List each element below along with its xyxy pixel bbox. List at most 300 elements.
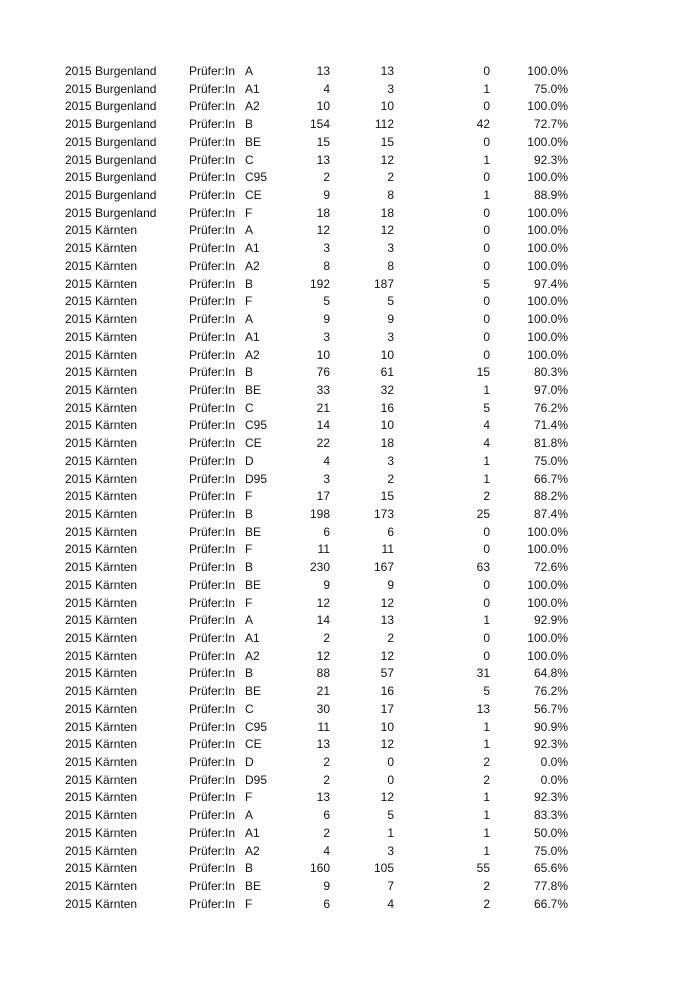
passed-cell: 9 xyxy=(387,312,394,327)
role-cell: Prüfer:In xyxy=(189,382,236,397)
passed-cell: 3 xyxy=(387,329,394,344)
pass-rate-cell: 92.3% xyxy=(533,737,568,752)
table-row xyxy=(0,701,700,719)
failed-cell: 63 xyxy=(476,560,490,575)
region-cell: 2015 Kärnten xyxy=(65,790,138,805)
total-cell: 14 xyxy=(316,418,330,433)
failed-cell: 1 xyxy=(483,825,490,840)
region-cell: 2015 Kärnten xyxy=(65,418,138,433)
role-cell: Prüfer:In xyxy=(189,613,236,628)
table-row xyxy=(0,311,700,329)
total-cell: 13 xyxy=(316,737,330,752)
passed-cell: 0 xyxy=(387,755,394,770)
passed-cell: 10 xyxy=(380,719,394,734)
table-row xyxy=(0,169,700,187)
table-row xyxy=(0,435,700,453)
license-class-cell: F xyxy=(245,595,253,610)
table-row xyxy=(0,896,700,914)
total-cell: 192 xyxy=(309,276,330,291)
total-cell: 160 xyxy=(309,861,330,876)
table-row xyxy=(0,98,700,116)
failed-cell: 1 xyxy=(483,382,490,397)
region-cell: 2015 Burgenland xyxy=(65,134,157,149)
total-cell: 9 xyxy=(323,879,330,894)
table-row xyxy=(0,347,700,365)
passed-cell: 1 xyxy=(387,825,394,840)
pass-rate-cell: 71.4% xyxy=(533,418,568,433)
license-class-cell: D95 xyxy=(245,471,268,486)
pass-rate-cell: 90.9% xyxy=(533,719,568,734)
table-row xyxy=(0,205,700,223)
license-class-cell: B xyxy=(245,506,254,521)
passed-cell: 18 xyxy=(380,436,394,451)
table-row xyxy=(0,807,700,825)
region-cell: 2015 Burgenland xyxy=(65,81,157,96)
table-row xyxy=(0,400,700,418)
region-cell: 2015 Kärnten xyxy=(65,772,138,787)
failed-cell: 2 xyxy=(483,896,490,911)
total-cell: 6 xyxy=(323,524,330,539)
table-row xyxy=(0,719,700,737)
total-cell: 33 xyxy=(316,382,330,397)
role-cell: Prüfer:In xyxy=(189,861,236,876)
region-cell: 2015 Kärnten xyxy=(65,382,138,397)
region-cell: 2015 Kärnten xyxy=(65,631,138,645)
passed-cell: 3 xyxy=(387,453,394,468)
license-class-cell: F xyxy=(245,205,253,220)
region-cell: 2015 Kärnten xyxy=(65,258,138,273)
pass-rate-cell: 92.3% xyxy=(533,790,568,805)
role-cell: Prüfer:In xyxy=(189,560,236,575)
failed-cell: 1 xyxy=(483,719,490,734)
region-cell: 2015 Kärnten xyxy=(65,223,138,238)
license-class-cell: F xyxy=(245,896,253,911)
pass-rate-cell: 65.6% xyxy=(533,861,568,876)
pass-rate-cell: 100.0% xyxy=(527,542,568,557)
failed-cell: 0 xyxy=(483,542,490,557)
failed-cell: 4 xyxy=(483,436,490,451)
license-class-cell: B xyxy=(245,666,254,681)
table-row xyxy=(0,258,700,276)
license-class-cell: F xyxy=(245,542,253,557)
pass-rate-cell: 100.0% xyxy=(527,64,568,78)
failed-cell: 2 xyxy=(483,755,490,770)
table-row xyxy=(0,665,700,683)
failed-cell: 5 xyxy=(483,684,490,699)
total-cell: 3 xyxy=(323,471,330,486)
failed-cell: 13 xyxy=(476,701,490,716)
role-cell: Prüfer:In xyxy=(189,81,236,96)
pass-rate-cell: 75.0% xyxy=(533,81,568,96)
table-row xyxy=(0,541,700,559)
failed-cell: 1 xyxy=(483,737,490,752)
table-row xyxy=(0,754,700,772)
role-cell: Prüfer:In xyxy=(189,400,236,415)
table-row xyxy=(0,116,700,134)
failed-cell: 0 xyxy=(483,241,490,256)
total-cell: 6 xyxy=(323,896,330,911)
role-cell: Prüfer:In xyxy=(189,258,236,273)
failed-cell: 0 xyxy=(483,205,490,220)
license-class-cell: A xyxy=(245,223,254,238)
pass-rate-cell: 97.4% xyxy=(533,276,568,291)
passed-cell: 18 xyxy=(380,205,394,220)
failed-cell: 42 xyxy=(476,117,490,132)
role-cell: Prüfer:In xyxy=(189,506,236,521)
pass-rate-cell: 50.0% xyxy=(533,825,568,840)
role-cell: Prüfer:In xyxy=(189,489,236,504)
passed-cell: 15 xyxy=(380,489,394,504)
passed-cell: 16 xyxy=(380,400,394,415)
region-cell: 2015 Kärnten xyxy=(65,896,138,911)
failed-cell: 1 xyxy=(483,808,490,823)
total-cell: 12 xyxy=(316,223,330,238)
passed-cell: 8 xyxy=(387,258,394,273)
role-cell: Prüfer:In xyxy=(189,205,236,220)
license-class-cell: A1 xyxy=(245,81,260,96)
total-cell: 198 xyxy=(309,506,330,521)
pass-rate-cell: 75.0% xyxy=(533,843,568,858)
failed-cell: 0 xyxy=(483,329,490,344)
region-cell: 2015 Burgenland xyxy=(65,99,157,114)
role-cell: Prüfer:In xyxy=(189,684,236,699)
table-row xyxy=(0,612,700,630)
table-row xyxy=(0,81,700,99)
total-cell: 13 xyxy=(316,64,330,78)
role-cell: Prüfer:In xyxy=(189,790,236,805)
passed-cell: 0 xyxy=(387,772,394,787)
license-class-cell: D xyxy=(245,755,254,770)
license-class-cell: A xyxy=(245,64,254,78)
passed-cell: 12 xyxy=(380,595,394,610)
total-cell: 2 xyxy=(323,772,330,787)
license-class-cell: BE xyxy=(245,577,262,592)
table-row xyxy=(0,187,700,205)
license-class-cell: B xyxy=(245,560,254,575)
total-cell: 10 xyxy=(316,347,330,362)
role-cell: Prüfer:In xyxy=(189,117,236,132)
pass-rate-cell: 92.3% xyxy=(533,152,568,167)
license-class-cell: C95 xyxy=(245,719,268,734)
total-cell: 12 xyxy=(316,595,330,610)
license-class-cell: B xyxy=(245,117,254,132)
pass-rate-cell: 75.0% xyxy=(533,453,568,468)
pass-rate-cell: 100.0% xyxy=(527,595,568,610)
passed-cell: 105 xyxy=(373,861,394,876)
region-cell: 2015 Kärnten xyxy=(65,666,138,681)
total-cell: 21 xyxy=(316,400,330,415)
passed-cell: 12 xyxy=(380,648,394,663)
table-row xyxy=(0,329,700,347)
role-cell: Prüfer:In xyxy=(189,365,236,380)
table-row xyxy=(0,683,700,701)
passed-cell: 13 xyxy=(380,64,394,78)
passed-cell: 13 xyxy=(380,613,394,628)
license-class-cell: C95 xyxy=(245,170,268,185)
license-class-cell: F xyxy=(245,294,253,309)
total-cell: 5 xyxy=(323,294,330,309)
failed-cell: 1 xyxy=(483,453,490,468)
total-cell: 18 xyxy=(316,205,330,220)
role-cell: Prüfer:In xyxy=(189,170,236,185)
license-class-cell: B xyxy=(245,365,254,380)
license-class-cell: B xyxy=(245,276,254,291)
region-cell: 2015 Kärnten xyxy=(65,241,138,256)
table-row xyxy=(0,630,700,648)
total-cell: 3 xyxy=(323,329,330,344)
table-row xyxy=(0,240,700,258)
region-cell: 2015 Kärnten xyxy=(65,436,138,451)
license-class-cell: D95 xyxy=(245,772,268,787)
pass-rate-cell: 0.0% xyxy=(540,755,568,770)
license-class-cell: CE xyxy=(245,436,262,451)
total-cell: 12 xyxy=(316,648,330,663)
table-row xyxy=(0,595,700,613)
table-row xyxy=(0,772,700,790)
region-cell: 2015 Burgenland xyxy=(65,205,157,220)
role-cell: Prüfer:In xyxy=(189,188,236,203)
table-row xyxy=(0,878,700,896)
failed-cell: 0 xyxy=(483,312,490,327)
table-row xyxy=(0,293,700,311)
passed-cell: 10 xyxy=(380,347,394,362)
region-cell: 2015 Kärnten xyxy=(65,542,138,557)
license-class-cell: A xyxy=(245,613,254,628)
passed-cell: 12 xyxy=(380,737,394,752)
region-cell: 2015 Kärnten xyxy=(65,365,138,380)
failed-cell: 0 xyxy=(483,631,490,645)
pass-rate-cell: 83.3% xyxy=(533,808,568,823)
role-cell: Prüfer:In xyxy=(189,453,236,468)
pass-rate-cell: 100.0% xyxy=(527,312,568,327)
license-class-cell: A1 xyxy=(245,329,260,344)
table-row xyxy=(0,276,700,294)
failed-cell: 0 xyxy=(483,524,490,539)
role-cell: Prüfer:In xyxy=(189,701,236,716)
failed-cell: 15 xyxy=(476,365,490,380)
license-class-cell: BE xyxy=(245,134,262,149)
passed-cell: 2 xyxy=(387,471,394,486)
table-row xyxy=(0,417,700,435)
failed-cell: 1 xyxy=(483,471,490,486)
total-cell: 8 xyxy=(323,258,330,273)
table-row xyxy=(0,577,700,595)
failed-cell: 1 xyxy=(483,613,490,628)
license-class-cell: CE xyxy=(245,737,262,752)
failed-cell: 1 xyxy=(483,81,490,96)
role-cell: Prüfer:In xyxy=(189,312,236,327)
region-cell: 2015 Burgenland xyxy=(65,170,157,185)
role-cell: Prüfer:In xyxy=(189,276,236,291)
pass-rate-cell: 100.0% xyxy=(527,99,568,114)
role-cell: Prüfer:In xyxy=(189,755,236,770)
role-cell: Prüfer:In xyxy=(189,152,236,167)
role-cell: Prüfer:In xyxy=(189,772,236,787)
region-cell: 2015 Burgenland xyxy=(65,188,157,203)
total-cell: 2 xyxy=(323,755,330,770)
region-cell: 2015 Kärnten xyxy=(65,737,138,752)
failed-cell: 25 xyxy=(476,506,490,521)
table-row xyxy=(0,453,700,471)
region-cell: 2015 Kärnten xyxy=(65,276,138,291)
region-cell: 2015 Kärnten xyxy=(65,577,138,592)
pass-rate-cell: 100.0% xyxy=(527,258,568,273)
role-cell: Prüfer:In xyxy=(189,223,236,238)
role-cell: Prüfer:In xyxy=(189,294,236,309)
region-cell: 2015 Kärnten xyxy=(65,453,138,468)
passed-cell: 15 xyxy=(380,134,394,149)
license-class-cell: C xyxy=(245,400,254,415)
total-cell: 2 xyxy=(323,825,330,840)
total-cell: 2 xyxy=(323,631,330,645)
total-cell: 13 xyxy=(316,152,330,167)
passed-cell: 187 xyxy=(373,276,394,291)
region-cell: 2015 Kärnten xyxy=(65,808,138,823)
license-class-cell: A2 xyxy=(245,99,260,114)
pass-rate-cell: 81.8% xyxy=(533,436,568,451)
region-cell: 2015 Kärnten xyxy=(65,879,138,894)
region-cell: 2015 Kärnten xyxy=(65,755,138,770)
total-cell: 9 xyxy=(323,312,330,327)
failed-cell: 4 xyxy=(483,418,490,433)
pass-rate-cell: 80.3% xyxy=(533,365,568,380)
pass-rate-cell: 77.8% xyxy=(533,879,568,894)
pass-rate-cell: 88.2% xyxy=(533,489,568,504)
role-cell: Prüfer:In xyxy=(189,843,236,858)
passed-cell: 10 xyxy=(380,99,394,114)
role-cell: Prüfer:In xyxy=(189,347,236,362)
total-cell: 30 xyxy=(316,701,330,716)
pass-rate-cell: 56.7% xyxy=(533,701,568,716)
total-cell: 4 xyxy=(323,81,330,96)
total-cell: 4 xyxy=(323,843,330,858)
region-cell: 2015 Kärnten xyxy=(65,294,138,309)
failed-cell: 0 xyxy=(483,64,490,78)
failed-cell: 5 xyxy=(483,276,490,291)
region-cell: 2015 Kärnten xyxy=(65,489,138,504)
passed-cell: 5 xyxy=(387,808,394,823)
license-class-cell: BE xyxy=(245,879,262,894)
passed-cell: 3 xyxy=(387,241,394,256)
failed-cell: 0 xyxy=(483,595,490,610)
passed-cell: 12 xyxy=(380,152,394,167)
passed-cell: 167 xyxy=(373,560,394,575)
passed-cell: 3 xyxy=(387,843,394,858)
pass-rate-cell: 76.2% xyxy=(533,684,568,699)
total-cell: 15 xyxy=(316,134,330,149)
role-cell: Prüfer:In xyxy=(189,134,236,149)
role-cell: Prüfer:In xyxy=(189,471,236,486)
license-class-cell: A2 xyxy=(245,258,260,273)
pass-rate-cell: 100.0% xyxy=(527,648,568,663)
failed-cell: 0 xyxy=(483,134,490,149)
pass-rate-cell: 66.7% xyxy=(533,896,568,911)
license-class-cell: A xyxy=(245,808,254,823)
table-row xyxy=(0,860,700,878)
region-cell: 2015 Kärnten xyxy=(65,560,138,575)
table-row xyxy=(0,736,700,754)
passed-cell: 7 xyxy=(387,879,394,894)
passed-cell: 12 xyxy=(380,790,394,805)
role-cell: Prüfer:In xyxy=(189,99,236,114)
failed-cell: 31 xyxy=(476,666,490,681)
role-cell: Prüfer:In xyxy=(189,64,236,78)
total-cell: 21 xyxy=(316,684,330,699)
role-cell: Prüfer:In xyxy=(189,577,236,592)
pass-rate-cell: 64.8% xyxy=(533,666,568,681)
pass-rate-cell: 100.0% xyxy=(527,347,568,362)
license-class-cell: A2 xyxy=(245,347,260,362)
role-cell: Prüfer:In xyxy=(189,879,236,894)
role-cell: Prüfer:In xyxy=(189,648,236,663)
passed-cell: 112 xyxy=(374,117,394,132)
passed-cell: 2 xyxy=(387,170,394,185)
failed-cell: 1 xyxy=(483,188,490,203)
license-class-cell: C xyxy=(245,152,254,167)
failed-cell: 0 xyxy=(483,648,490,663)
pass-rate-cell: 100.0% xyxy=(527,241,568,256)
region-cell: 2015 Kärnten xyxy=(65,595,138,610)
pass-rate-cell: 100.0% xyxy=(527,223,568,238)
failed-cell: 5 xyxy=(483,400,490,415)
passed-cell: 9 xyxy=(387,577,394,592)
pass-rate-cell: 100.0% xyxy=(527,134,568,149)
license-class-cell: C xyxy=(245,701,254,716)
passed-cell: 8 xyxy=(387,188,394,203)
pass-rate-cell: 100.0% xyxy=(527,205,568,220)
region-cell: 2015 Kärnten xyxy=(65,825,138,840)
pass-rate-cell: 100.0% xyxy=(527,329,568,344)
role-cell: Prüfer:In xyxy=(189,595,236,610)
region-cell: 2015 Kärnten xyxy=(65,471,138,486)
total-cell: 2 xyxy=(323,170,330,185)
total-cell: 4 xyxy=(323,453,330,468)
region-cell: 2015 Kärnten xyxy=(65,506,138,521)
pass-rate-cell: 0.0% xyxy=(540,772,568,787)
license-class-cell: BE xyxy=(245,524,262,539)
table-row xyxy=(0,63,700,81)
total-cell: 230 xyxy=(309,560,330,575)
license-class-cell: F xyxy=(245,790,253,805)
pass-rate-cell: 76.2% xyxy=(533,400,568,415)
total-cell: 11 xyxy=(317,542,330,557)
failed-cell: 0 xyxy=(483,170,490,185)
role-cell: Prüfer:In xyxy=(189,666,236,681)
region-cell: 2015 Kärnten xyxy=(65,613,138,628)
passed-cell: 12 xyxy=(380,223,394,238)
total-cell: 13 xyxy=(316,790,330,805)
total-cell: 9 xyxy=(323,188,330,203)
role-cell: Prüfer:In xyxy=(189,329,236,344)
pass-rate-cell: 66.7% xyxy=(533,471,568,486)
failed-cell: 1 xyxy=(483,790,490,805)
region-cell: 2015 Burgenland xyxy=(65,152,157,167)
pass-rate-cell: 88.9% xyxy=(533,188,568,203)
region-cell: 2015 Kärnten xyxy=(65,648,138,663)
passed-cell: 10 xyxy=(380,418,394,433)
total-cell: 22 xyxy=(316,436,330,451)
table-row xyxy=(0,488,700,506)
passed-cell: 17 xyxy=(380,701,394,716)
role-cell: Prüfer:In xyxy=(189,436,236,451)
table-row xyxy=(0,825,700,843)
region-cell: 2015 Kärnten xyxy=(65,719,138,734)
license-class-cell: D xyxy=(245,453,254,468)
pass-rate-cell: 100.0% xyxy=(527,294,568,309)
passed-cell: 57 xyxy=(380,666,394,681)
license-class-cell: A2 xyxy=(245,648,260,663)
table-row xyxy=(0,524,700,542)
